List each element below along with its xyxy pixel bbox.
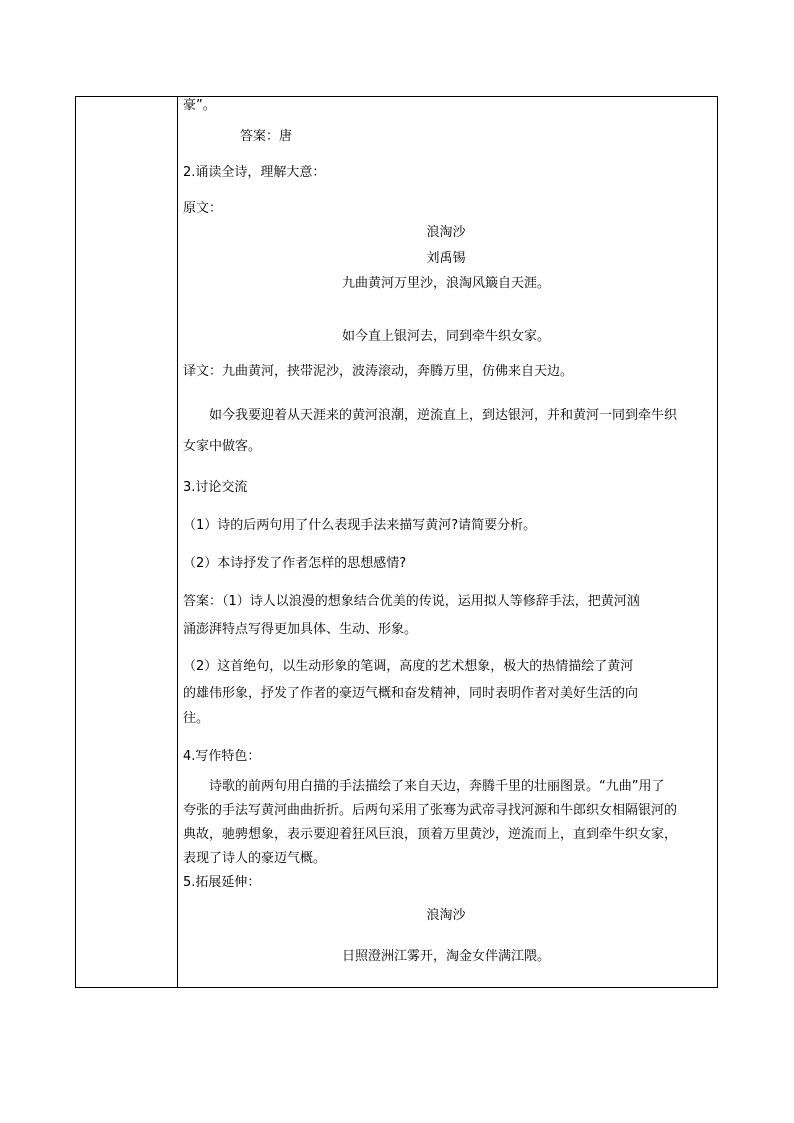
poem-line: 如今直上银河去，同到牵牛织女家。 [341, 329, 550, 344]
feature-line: 夸张的手法写黄河曲曲折折。后两句采用了张骞为武帝寻找河源和牛郎织女相隔银河的 [183, 803, 678, 818]
section-heading: 5.拓展延伸： [183, 875, 261, 890]
column-divider [177, 97, 178, 987]
text-line: 原文： [183, 201, 223, 216]
poem-title: 浪淘沙 [426, 225, 466, 240]
translation-line: 女家中做客。 [183, 439, 262, 454]
section-heading: 4.写作特色： [183, 749, 261, 764]
translation-line: 译文：九曲黄河，挟带泥沙，波涛滚动，奔腾万里，仿佛来自天边。 [183, 364, 574, 379]
section-heading: 2.诵读全诗，理解大意： [183, 165, 326, 180]
answer-line: 答案：（1）诗人以浪漫的想象结合优美的传说，运用拟人等修辞手法，把黄河汹 [183, 594, 640, 609]
answer-line: （2）这首绝句，以生动形象的笔调，高度的艺术想象，极大的热情描绘了黄河 [183, 659, 634, 674]
answer-line: 涌澎湃特点写得更加具体、生动、形象。 [183, 622, 418, 637]
answer-line: 的雄伟形象，抒发了作者的豪迈气概和奋发精神，同时表明作者对美好生活的向 [183, 686, 639, 701]
translation-line: 如今我要迎着从天涯来的黄河浪潮，逆流直上，到达银河，并和黄河一同到牵牛织 [209, 408, 678, 423]
poem-line: 九曲黄河万里沙，浪淘风簸自天涯。 [341, 276, 550, 291]
text-line: 豪”。 [183, 98, 216, 113]
lesson-table [75, 96, 718, 988]
poem-line: 日照澄洲江雾开，淘金女伴满江隈。 [341, 949, 550, 964]
question-line: （1）诗的后两句用了什么表现手法来描写黄河?请简要分析。 [183, 518, 537, 533]
question-line: （2）本诗抒发了作者怎样的思想感情? [183, 556, 407, 571]
feature-line: 表现了诗人的豪迈气概。 [183, 851, 327, 866]
answer-line: 往。 [183, 711, 210, 726]
feature-line: 典故，驰骋想象，表示要迎着狂风巨浪，顶着万里黄沙，逆流而上，直到牵牛织女家， [183, 827, 678, 842]
answer-line: 答案：唐 [240, 129, 293, 144]
poem-author: 刘禹锡 [426, 251, 466, 266]
poem-title: 浪淘沙 [426, 908, 466, 923]
section-heading: 3.讨论交流 [183, 480, 248, 495]
feature-line: 诗歌的前两句用白描的手法描绘了来自天边，奔腾千里的壮丽图景。“九曲”用了 [209, 779, 665, 794]
